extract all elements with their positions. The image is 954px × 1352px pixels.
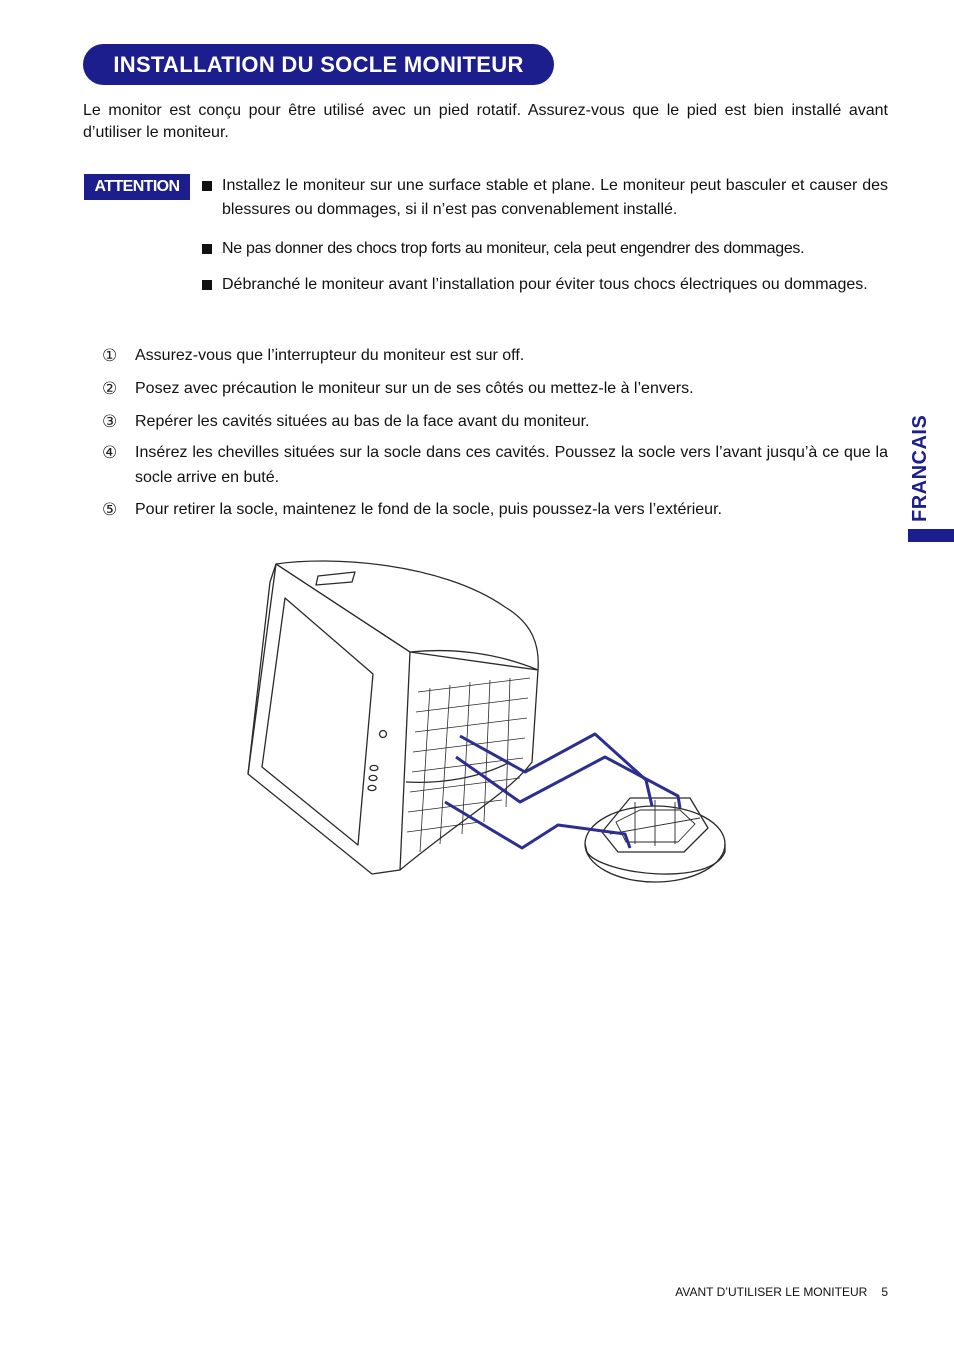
page-footer (560, 1284, 888, 1300)
square-bullet-icon (202, 244, 212, 254)
step-item (102, 376, 888, 401)
monitor-bezel (248, 564, 410, 874)
power-button-icon (380, 731, 387, 738)
step-item (102, 343, 888, 368)
step-number: ① (102, 346, 118, 365)
step-text: Posez avec précaution le moniteur sur un de ses côtés ou mettez-le à l’envers. (135, 380, 694, 397)
step-number: ④ (102, 443, 118, 462)
swivel-stand (585, 798, 725, 882)
step-item (102, 409, 888, 434)
step-text: Assurez-vous que l’interrupteur du moniteur est sur off. (135, 347, 525, 364)
warning-text: Débranché le moniteur avant l’installation pour éviter tous chocs électriques ou dommages. (222, 276, 868, 293)
language-tab-marker (908, 529, 954, 542)
intro-paragraph: Le monitor est conçu pour être utilisé avec un pied rotatif. Assurez-vous que le pied est bien installé avant d’utiliser le moniteur. (83, 102, 888, 141)
language-tab-label: FRANCAIS (909, 414, 931, 522)
warning-item (200, 174, 888, 222)
step-number: ⑤ (102, 500, 118, 519)
warning-text: Ne pas donner des chocs trop forts au moniteur, cela peut engendrer des dommages. (222, 240, 805, 257)
page-title: INSTALLATION DU SOCLE MONITEUR (83, 44, 554, 85)
warning-item (200, 237, 888, 261)
top-vent (316, 572, 355, 585)
square-bullet-icon (202, 280, 212, 290)
step-item (102, 497, 888, 522)
step-number: ③ (102, 412, 118, 431)
step-text: Insérez les chevilles situées sur la socle dans ces cavités. Poussez la socle vers l’avant jusqu’à ce que la socle arrive en buté. (135, 444, 888, 486)
monitor-screen (262, 598, 373, 845)
warning-item (200, 273, 888, 297)
footer-section-title: AVANT D’UTILISER LE MONITEUR (675, 1285, 868, 1299)
square-bullet-icon (202, 181, 212, 191)
monitor-base (406, 762, 510, 782)
monitor-top (276, 561, 538, 670)
step-item (102, 440, 888, 490)
step-number: ② (102, 379, 118, 398)
step-text: Repérer les cavités situées au bas de la face avant du moniteur. (135, 413, 590, 430)
monitor-stand-illustration (240, 552, 740, 902)
warning-text: Installez le moniteur sur une surface stable et plane. Le moniteur peut basculer et causer des blessures ou dommages, si il n’est pas convenablement installé. (222, 177, 888, 218)
step-text: Pour retirer la socle, maintenez le fond de la socle, puis poussez-la vers l’extérieur. (135, 501, 722, 518)
attention-badge: ATTENTION (84, 174, 190, 200)
page-number: 5 (881, 1285, 888, 1299)
callout-line (445, 802, 630, 848)
callout-line (460, 734, 652, 806)
